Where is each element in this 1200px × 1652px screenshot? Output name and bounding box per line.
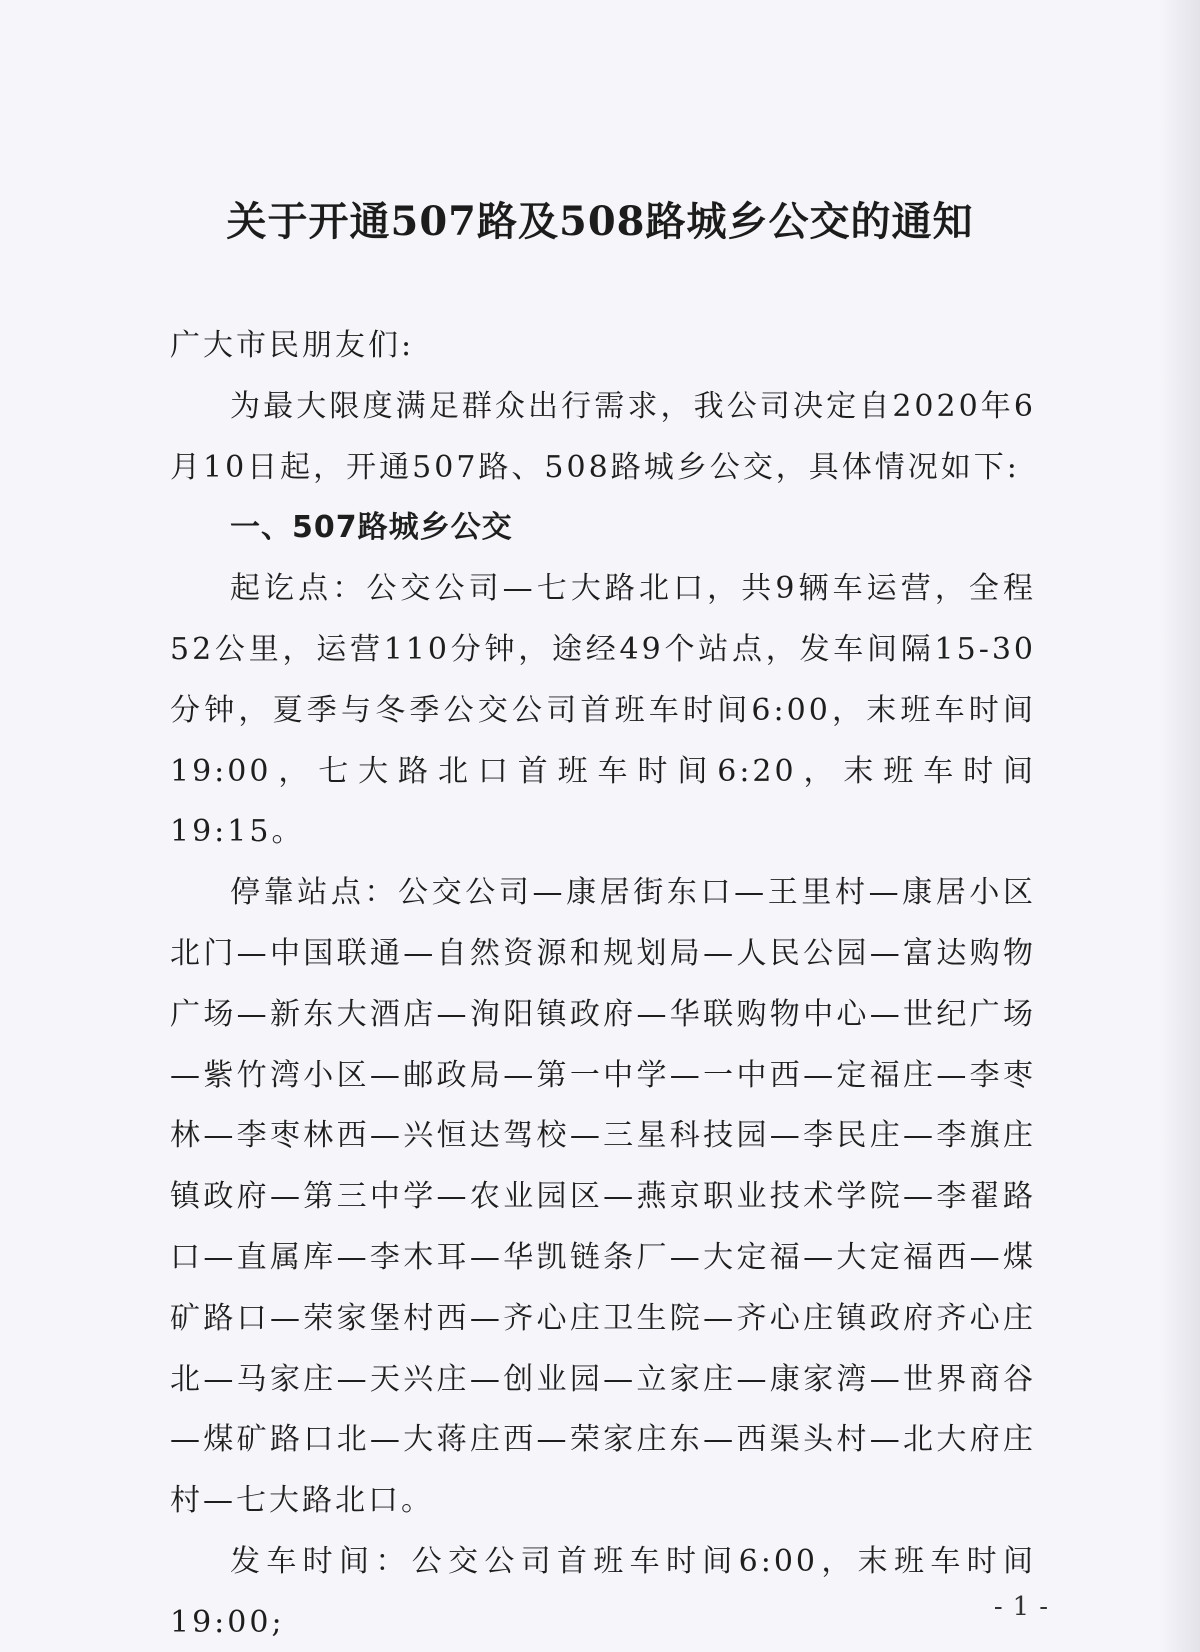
page-edge-shadow — [1160, 0, 1200, 1652]
salutation: 广大市民朋友们: — [170, 328, 415, 363]
document-title: 关于开通507路及508路城乡公交的通知 — [226, 198, 974, 245]
departure-paragraph: 发车时间：公交公司首班车时间6:00，末班车时间19:00; — [170, 1543, 1036, 1640]
document-body — [170, 316, 1036, 1652]
route-info-paragraph: 起讫点：公交公司—七大路北口，共9辆车运营，全程52公里，运营110分钟，途经49个站点，发车间隔15-30分钟，夏季与冬季公交公司首班车时间6:00，末班车时间19:00，七大路北口首班车时间6:20，末班车时间19:15。 — [170, 571, 1036, 850]
intro-paragraph: 为最大限度满足群众出行需求，我公司决定自2020年6月10日起，开通507路、508路城乡公交，具体情况如下: — [170, 388, 1036, 485]
section-heading-507: 一、507路城乡公交 — [230, 510, 513, 546]
page-number: -1- — [993, 1592, 1058, 1622]
stops-paragraph: 停靠站点：公交公司—康居街东口—王里村—康居小区北门—中国联通—自然资源和规划局—人民公园—富达购物广场—新东大酒店—洵阳镇政府—华联购物中心—世纪广场—紫竹湾小区—邮政局—第一中学—一中西—定福庄—李枣林—李枣林西—兴恒达驾校—三星科技园—李民庄—李旗庄镇政府—第三中学—农业园区—燕京职业技术学院—李翟路口—直属库—李木耳—华凯链条厂—大定福—大定福西—煤矿路口—荣家堡村西—齐心庄卫生院—齐心庄镇政府齐心庄北—马家庄—天兴庄—创业园—立家庄—康家湾—世界商谷—煤矿路口北—大蒋庄西—荣家庄东—西渠头村—北大府庄村—七大路北口。 — [170, 875, 1036, 1519]
